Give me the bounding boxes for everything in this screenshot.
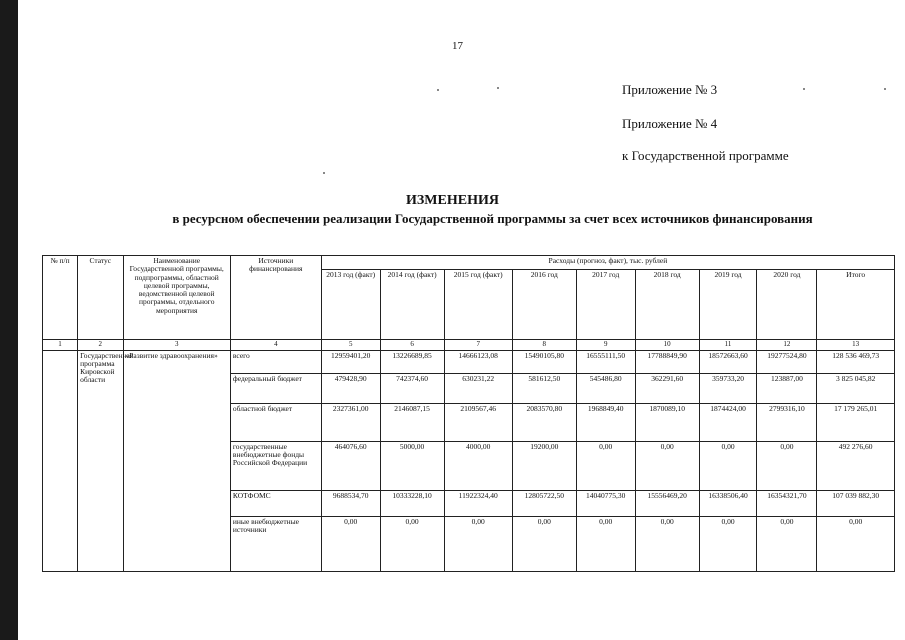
value-cell: 2146087,15 bbox=[380, 403, 444, 441]
status-cell: Государственная программа Кировской области bbox=[78, 350, 123, 571]
value-cell: 1968849,40 bbox=[576, 403, 635, 441]
scan-edge-bar bbox=[0, 0, 18, 640]
annex-line-2: Приложение № 4 bbox=[622, 116, 718, 131]
scan-speck bbox=[437, 89, 439, 91]
value-cell: 479428,90 bbox=[321, 373, 380, 403]
scan-speck bbox=[884, 88, 886, 90]
page-number: 17 bbox=[452, 40, 463, 52]
value-cell: 2799316,10 bbox=[757, 403, 817, 441]
value-cell: 1870089,10 bbox=[635, 403, 699, 441]
value-cell: 11922324,40 bbox=[444, 490, 512, 516]
row-number-cell bbox=[43, 350, 78, 571]
header-expenses: Расходы (прогноз, факт), тыс. рублей bbox=[321, 256, 894, 270]
source-cell: областной бюджет bbox=[230, 403, 321, 441]
total-cell: 17 179 265,01 bbox=[817, 403, 895, 441]
total-cell: 128 536 469,73 bbox=[817, 350, 895, 373]
source-cell: КОТФОМС bbox=[230, 490, 321, 516]
column-number: 1 bbox=[43, 340, 78, 351]
column-number: 8 bbox=[512, 340, 576, 351]
header-status: Статус bbox=[78, 256, 123, 340]
column-number: 2 bbox=[78, 340, 123, 351]
scan-speck bbox=[323, 172, 325, 174]
scan-speck bbox=[803, 88, 805, 90]
source-cell: федеральный бюджет bbox=[230, 373, 321, 403]
value-cell: 0,00 bbox=[635, 441, 699, 490]
value-cell: 16354321,70 bbox=[757, 490, 817, 516]
annex-line-1: Приложение № 3 bbox=[622, 82, 718, 97]
value-cell: 123887,00 bbox=[757, 373, 817, 403]
value-cell: 464076,60 bbox=[321, 441, 380, 490]
scan-speck bbox=[497, 87, 499, 89]
value-cell: 0,00 bbox=[757, 441, 817, 490]
value-cell: 14040775,30 bbox=[576, 490, 635, 516]
value-cell: 0,00 bbox=[444, 516, 512, 571]
value-cell: 9688534,70 bbox=[321, 490, 380, 516]
column-number: 7 bbox=[444, 340, 512, 351]
table-row bbox=[43, 350, 895, 373]
total-cell: 107 039 882,30 bbox=[817, 490, 895, 516]
value-cell: 16555111,50 bbox=[576, 350, 635, 373]
column-number: 12 bbox=[757, 340, 817, 351]
source-cell: государственные внебюджетные фонды Российской Федерации bbox=[230, 441, 321, 490]
value-cell: 545486,80 bbox=[576, 373, 635, 403]
value-cell: 12959401,20 bbox=[321, 350, 380, 373]
value-cell: 0,00 bbox=[321, 516, 380, 571]
value-cell: 0,00 bbox=[512, 516, 576, 571]
program-name-cell: «Развитие здравоохранения» bbox=[123, 350, 230, 571]
value-cell: 362291,60 bbox=[635, 373, 699, 403]
column-number: 11 bbox=[699, 340, 757, 351]
value-cell: 4000,00 bbox=[444, 441, 512, 490]
value-cell: 17788849,90 bbox=[635, 350, 699, 373]
total-cell: 492 276,60 bbox=[817, 441, 895, 490]
column-number: 9 bbox=[576, 340, 635, 351]
value-cell: 16338506,40 bbox=[699, 490, 757, 516]
value-cell: 0,00 bbox=[699, 516, 757, 571]
document-subtitle: в ресурсном обеспечении реализации Государственной программы за счет всех источников финансирования bbox=[172, 211, 813, 226]
value-cell: 15556469,20 bbox=[635, 490, 699, 516]
value-cell: 0,00 bbox=[635, 516, 699, 571]
annex-line-3: к Государственной программе bbox=[622, 148, 789, 163]
column-number: 5 bbox=[321, 340, 380, 351]
header-year: 2019 год bbox=[699, 270, 757, 340]
total-cell: 3 825 045,82 bbox=[817, 373, 895, 403]
value-cell: 2109567,46 bbox=[444, 403, 512, 441]
header-total: Итого bbox=[817, 270, 895, 340]
resource-table bbox=[42, 255, 895, 572]
value-cell: 10333228,10 bbox=[380, 490, 444, 516]
value-cell: 0,00 bbox=[576, 516, 635, 571]
column-number: 4 bbox=[230, 340, 321, 351]
value-cell: 581612,50 bbox=[512, 373, 576, 403]
header-year: 2018 год bbox=[635, 270, 699, 340]
source-cell: иные внебюджетные источники bbox=[230, 516, 321, 571]
header-name: Наименование Государственной программы, подпрограммы, областной целевой программы, ведомственной целевой программы, отдельного мероприятия bbox=[123, 256, 230, 340]
value-cell: 12805722,50 bbox=[512, 490, 576, 516]
header-num: № п/п bbox=[43, 256, 78, 340]
value-cell: 5000,00 bbox=[380, 441, 444, 490]
column-number: 10 bbox=[635, 340, 699, 351]
header-year: 2016 год bbox=[512, 270, 576, 340]
value-cell: 19277524,80 bbox=[757, 350, 817, 373]
column-number: 13 bbox=[817, 340, 895, 351]
value-cell: 0,00 bbox=[699, 441, 757, 490]
value-cell: 2327361,00 bbox=[321, 403, 380, 441]
total-cell: 0,00 bbox=[817, 516, 895, 571]
header-year: 2015 год (факт) bbox=[444, 270, 512, 340]
column-number: 3 bbox=[123, 340, 230, 351]
source-cell: всего bbox=[230, 350, 321, 373]
value-cell: 0,00 bbox=[757, 516, 817, 571]
value-cell: 630231,22 bbox=[444, 373, 512, 403]
header-year: 2017 год bbox=[576, 270, 635, 340]
value-cell: 14666123,08 bbox=[444, 350, 512, 373]
column-number: 6 bbox=[380, 340, 444, 351]
value-cell: 19200,00 bbox=[512, 441, 576, 490]
header-year: 2020 год bbox=[757, 270, 817, 340]
value-cell: 359733,20 bbox=[699, 373, 757, 403]
value-cell: 742374,60 bbox=[380, 373, 444, 403]
document-title: ИЗМЕНЕНИЯ bbox=[406, 193, 499, 208]
header-year: 2014 год (факт) bbox=[380, 270, 444, 340]
header-source: Источники финансирования bbox=[230, 256, 321, 340]
value-cell: 0,00 bbox=[380, 516, 444, 571]
value-cell: 15490105,80 bbox=[512, 350, 576, 373]
value-cell: 18572663,60 bbox=[699, 350, 757, 373]
value-cell: 13226689,85 bbox=[380, 350, 444, 373]
header-year: 2013 год (факт) bbox=[321, 270, 380, 340]
value-cell: 0,00 bbox=[576, 441, 635, 490]
value-cell: 1874424,00 bbox=[699, 403, 757, 441]
value-cell: 2083570,80 bbox=[512, 403, 576, 441]
